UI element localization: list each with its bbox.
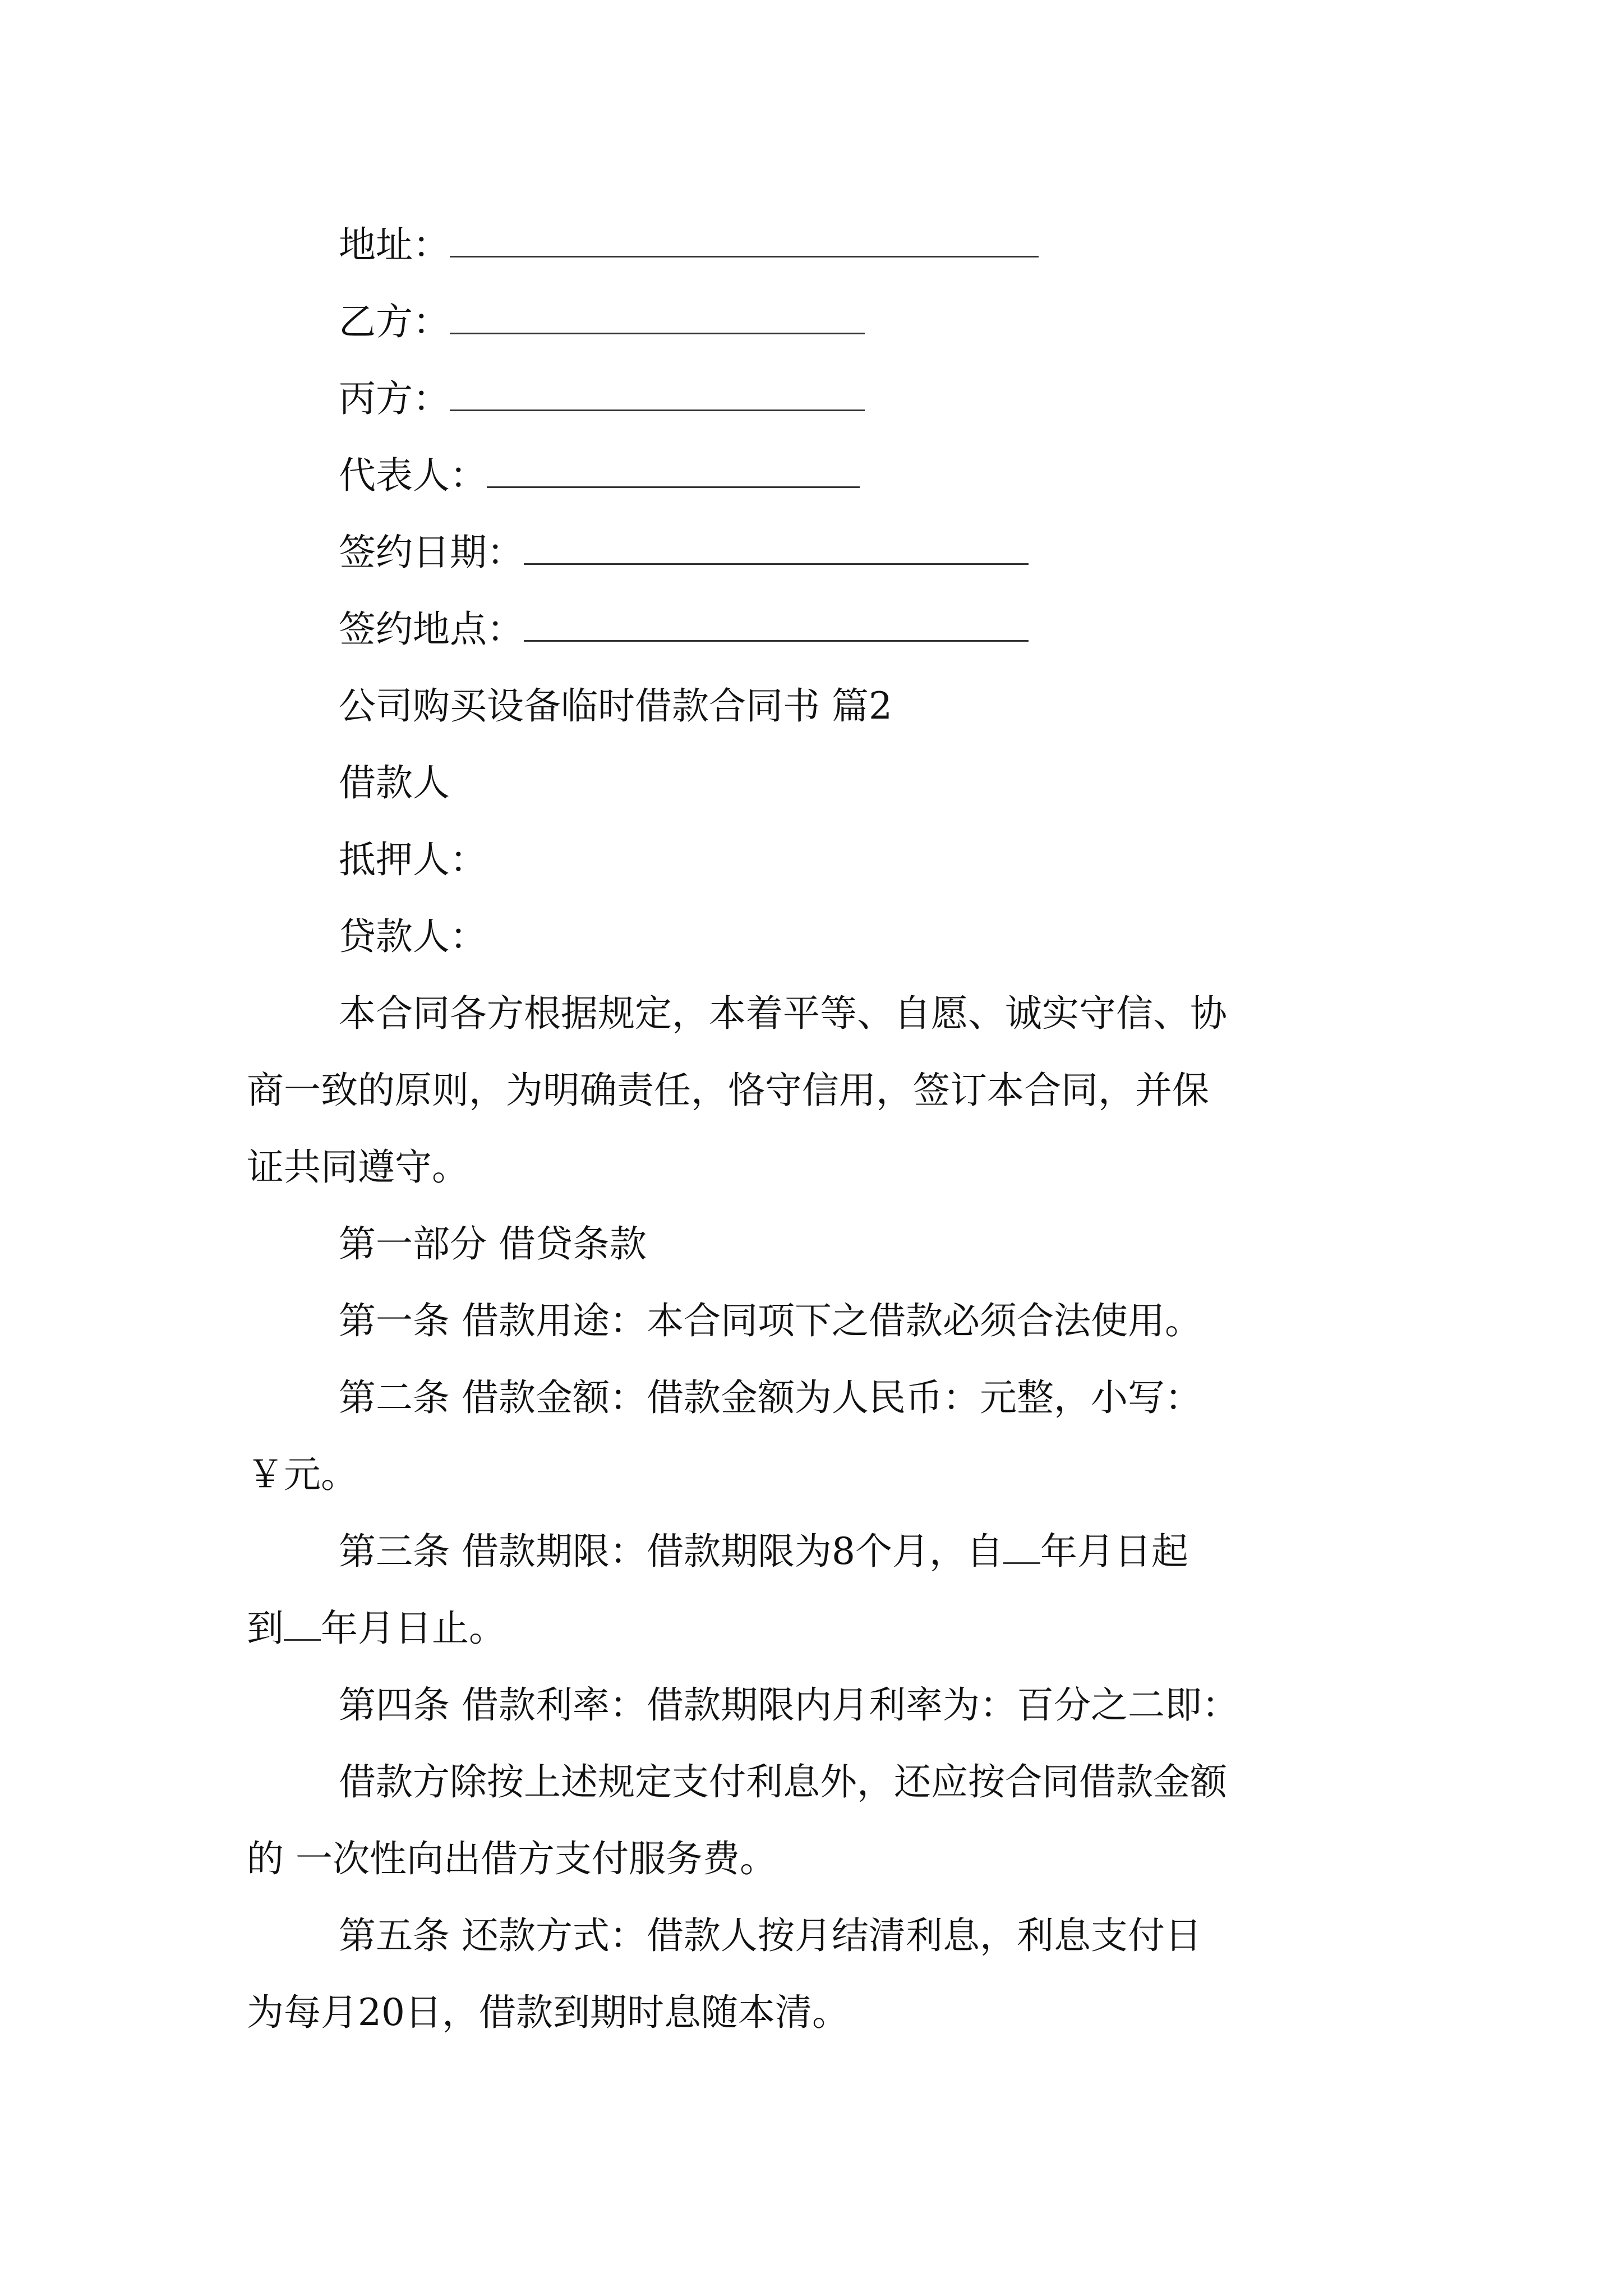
start-year-blank[interactable] <box>1003 1534 1040 1564</box>
service-fee-line-2: 的 一次性向出借方支付服务费。 <box>247 1837 777 1880</box>
lender-line: 贷款人： <box>339 915 487 958</box>
representative-label: 代表人： <box>339 454 487 497</box>
preamble-line-1: 本合同各方根据规定，本着平等、自愿、诚实守信、协 <box>339 992 1227 1035</box>
contract-title: 公司购买设备临时借款合同书 篇2 <box>339 684 892 728</box>
article-3-text-d: 年月日止。 <box>321 1607 506 1650</box>
section-heading: 第一部分 借贷条款 <box>339 1222 647 1266</box>
article-5-line-1: 第五条 还款方式：借款人按月结清利息，利息支付日 <box>339 1914 1202 1957</box>
service-fee-line-1: 借款方除按上述规定支付利息外，还应按合同借款金额 <box>339 1760 1227 1803</box>
representative-field <box>339 454 1483 497</box>
article-3-line-1 <box>339 1530 1483 1573</box>
signing-date-field <box>339 531 1483 574</box>
signing-place-field <box>339 608 1483 651</box>
address-blank[interactable] <box>450 228 1039 257</box>
preamble-line-3: 证共同遵守。 <box>247 1145 469 1189</box>
party-b-blank[interactable] <box>450 305 865 334</box>
party-b-label: 乙方： <box>339 300 450 343</box>
article-3-line-2 <box>247 1607 1391 1650</box>
party-c-field <box>339 377 1483 420</box>
article-2-line-1: 第二条 借款金额：借款金额为人民币：元整，小写： <box>339 1376 1202 1419</box>
address-label: 地址： <box>339 223 450 266</box>
address-field <box>339 223 1483 266</box>
article-3-text-b: 年月日起 <box>1040 1530 1188 1573</box>
party-c-blank[interactable] <box>450 381 865 411</box>
article-3-text-a: 第三条 借款期限：借款期限为8个月，自 <box>339 1530 1003 1573</box>
party-c-label: 丙方： <box>339 377 450 420</box>
article-4: 第四条 借款利率：借款期限内月利率为：百分之二即： <box>339 1683 1239 1727</box>
article-1: 第一条 借款用途：本合同项下之借款必须合法使用。 <box>339 1299 1202 1342</box>
preamble-line-2: 商一致的原则，为明确责任，恪守信用，签订本合同，并保 <box>247 1069 1209 1112</box>
signing-date-label: 签约日期： <box>339 531 524 574</box>
signing-date-blank[interactable] <box>524 535 1029 565</box>
signing-place-label: 签约地点： <box>339 608 524 651</box>
party-b-field <box>339 300 1483 343</box>
mortgagor-line: 抵押人： <box>339 838 487 881</box>
article-3-text-c: 到 <box>247 1607 284 1650</box>
end-year-blank[interactable] <box>284 1611 321 1641</box>
borrower-line: 借款人 <box>339 761 450 804</box>
article-2-line-2: ￥元。 <box>247 1453 358 1496</box>
article-5-line-2: 为每月20日，借款到期时息随本清。 <box>247 1991 849 2034</box>
signing-place-blank[interactable] <box>524 612 1029 642</box>
representative-blank[interactable] <box>487 458 860 488</box>
